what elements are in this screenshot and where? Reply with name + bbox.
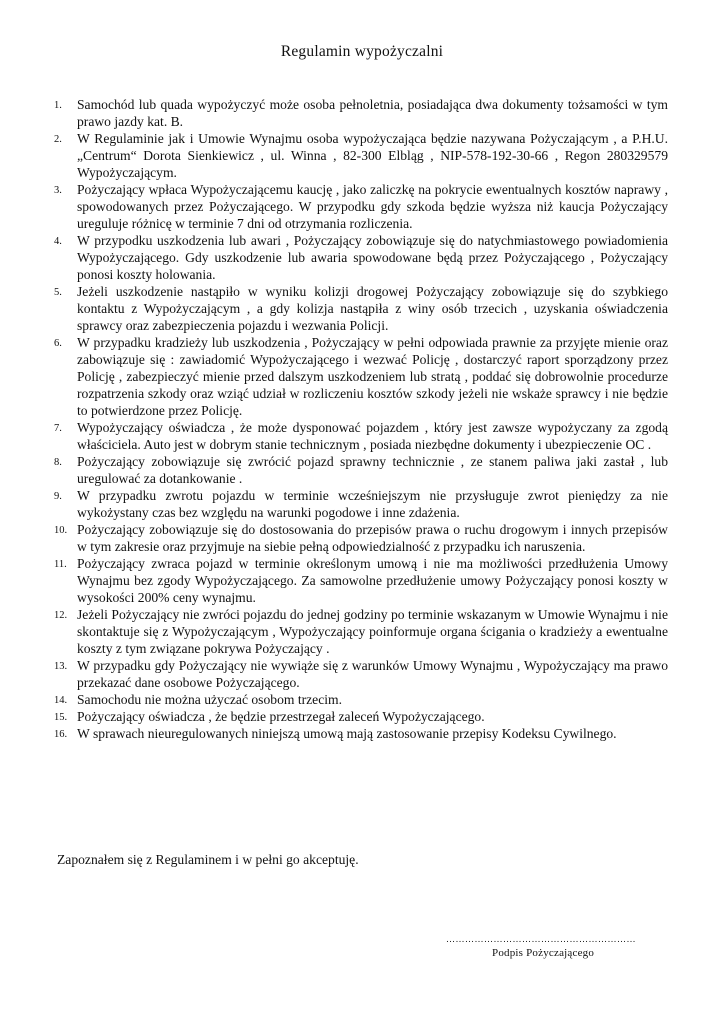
rule-text: Pożyczający wpłaca Wypożyczającemu kaucję , jako zaliczkę na pokrycie ewentualnych kosztów naprawy , spowodowanych przez Pożyczającego. W przypodku gdy szkoda będzie wyższa niż kaucja Pożyczający ureguluje różnicę w terminie 7 dni od otrzymania rozliczenia.: [77, 182, 668, 231]
rule-number: 3.: [54, 185, 62, 196]
rule-number: 12.: [54, 610, 68, 621]
rule-item: [52, 130, 668, 181]
rule-item: [52, 419, 668, 453]
rule-number: 10.: [54, 525, 68, 536]
document-title: Regulamin wypożyczalni: [280, 43, 444, 60]
rule-text: Jeżeli Pożyczający nie zwróci pojazdu do jednej godziny po terminie wskazanym w Umowie Wynajmu i nie skontaktuje się z Wypożyczającym , Wypożyczający poinformuje organa ścigania o kradzieży a ewentualne koszty z tym związane pokrywa Pożyczający .: [77, 607, 668, 656]
rule-item: [52, 691, 668, 708]
rule-number: 2.: [54, 134, 62, 145]
rule-number: 5.: [54, 287, 62, 298]
rule-number: 16.: [54, 729, 68, 740]
rule-text: Wypożyczający oświadcza , że może dysponować pojazdem , który jest zawsze wypożyczany za zgodą właściciela. Auto jest w dobrym stanie technicznym , posiada niezbędne dokumenty i ubezpieczenie OC .: [77, 420, 668, 452]
rule-item: [52, 96, 668, 130]
rule-item: [52, 521, 668, 555]
rule-number: 1.: [54, 100, 62, 111]
signature-line: ……………………………………………………: [446, 934, 636, 944]
rule-number: 15.: [54, 712, 68, 723]
rule-item: [52, 283, 668, 334]
rule-item: [52, 657, 668, 691]
rule-item: [52, 725, 668, 742]
rule-text: W Regulaminie jak i Umowie Wynajmu osoba wypożyczająca będzie nazywana Pożyczającym , a P.H.U. „Centrum“ Dorota Sienkiewicz , ul. Winna , 82-300 Elbląg , NIP-578-192-30-66 , Regon 280329579 Wypożyczającym.: [77, 131, 668, 180]
rule-number: 14.: [54, 695, 68, 706]
rule-item: [52, 708, 668, 725]
rule-text: Pożyczający zobowiązuje się zwrócić pojazd sprawny technicznie , ze stanem paliwa jaki zastał , lub uregulować za dotankowanie .: [77, 454, 668, 486]
rule-text: W przypadku zwrotu pojazdu w terminie wcześniejszym nie przysługuje zwrot pieniędzy za nie wykożystany czas bez względu na warunki pogodowe i inne zdażenia.: [77, 488, 668, 520]
rule-number: 11.: [54, 559, 67, 570]
rule-item: [52, 334, 668, 419]
rule-number: 7.: [54, 423, 62, 434]
rule-item: [52, 487, 668, 521]
rule-item: [52, 555, 668, 606]
acceptance-statement: Zapoznałem się z Regulaminem i w pełni go akceptuję.: [57, 852, 359, 867]
rule-text: Pożyczający zobowiązuje się do dostosowania do przepisów prawa o ruchu drogowym i innych przepisów w tym zakresie oraz przyjmuje na siebie pełną odpowiedzialność z przypadku ich naruszenia.: [77, 522, 668, 554]
rule-item: [52, 181, 668, 232]
rule-item: [52, 606, 668, 657]
rule-text: Samochodu nie można użyczać osobom trzecim.: [77, 692, 342, 707]
signature-label: Podpis Pożyczającego: [492, 947, 595, 959]
rule-text: Jeżeli uszkodzenie nastąpiło w wyniku kolizji drogowej Pożyczający zobowiązuje się do szybkiego kontaktu z Wypożyczającym , a gdy kolizja nastąpiła z winy osób trzecich , uzyskania oświadczenia sprawcy oraz zabezpieczenia pojazdu i wezwania Policji.: [77, 284, 668, 333]
rule-number: 6.: [54, 338, 62, 349]
rule-text: W sprawach nieuregulowanych niniejszą umową mają zastosowanie przepisy Kodeksu Cywilnego.: [77, 726, 617, 741]
rule-text: Pożyczający zwraca pojazd w terminie określonym umową i nie ma możliwości przedłużenia Umowy Wynajmu bez zgody Wypożyczającego. Za samowolne przedłużenie umowy Pożyczający ponosi koszty w wysokości 200% ceny wynajmu.: [77, 556, 668, 605]
rule-number: 8.: [54, 457, 62, 468]
rule-text: Pożyczający oświadcza , że będzie przestrzegał zaleceń Wypożyczającego.: [77, 709, 485, 724]
rule-item: [52, 453, 668, 487]
rule-text: W przypadku kradzieży lub uszkodzenia , Pożyczający w pełni odpowiada prawnie za przyjęte mienie oraz zabowiązuje się : zawiadomić Wypożyczającego i wezwać Policję , dostarczyć raport sporządzony przez Policję , zabezpieczyć mienie przed dalszym uszkodzeniem lub stratą , poddać się dobrowolnie procedurze rozpatrzenia szkody oraz wziąć udział w rozliczeniu kosztów szkody jeżeli nie wskaże sprawcy i nie będzie to potwierdzone przez Policję.: [77, 335, 668, 418]
rule-text: W przypadku gdy Pożyczający nie wywiąże się z warunków Umowy Wynajmu , Wypożyczający ma prawo przekazać dane osobowe Pożyczającego.: [77, 658, 668, 690]
rule-number: 4.: [54, 236, 62, 247]
rule-text: W przypodku uszkodzenia lub awari , Pożyczający zobowiązuje się do natychmiastowego powiadomienia Wypożyczającego. Gdy uszkodzenie lub awaria spowodowane będą przez Pożyczającego , Pożyczający ponosi koszty holowania.: [77, 233, 668, 282]
rule-number: 9.: [54, 491, 62, 502]
rule-text: Samochód lub quada wypożyczyć może osoba pełnoletnia, posiadająca dwa dokumenty tożsamości w tym prawo jazdy kat. B.: [77, 97, 668, 129]
rules-list: [52, 96, 668, 742]
rule-item: [52, 232, 668, 283]
rule-number: 13.: [54, 661, 68, 672]
